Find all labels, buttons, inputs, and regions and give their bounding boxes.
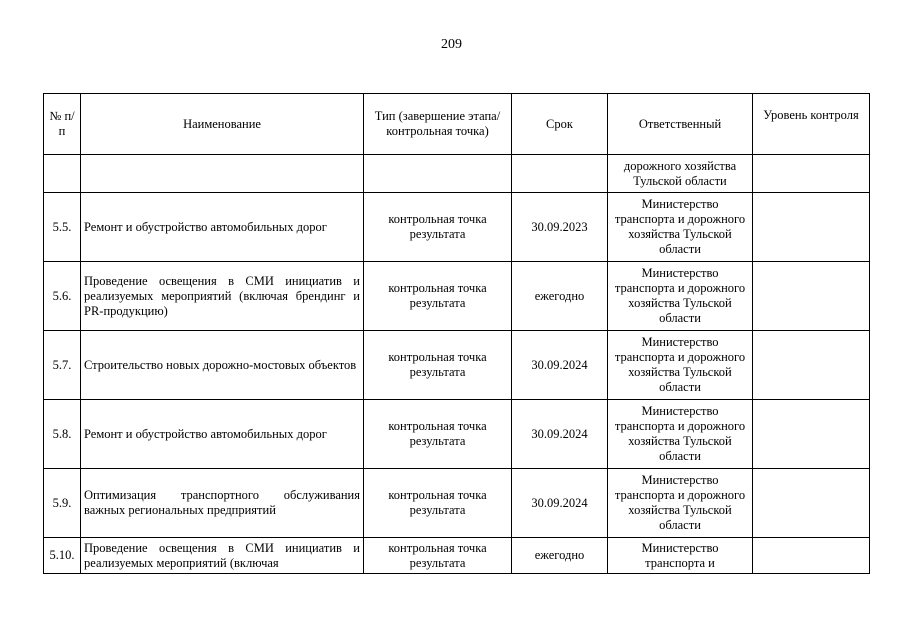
cell-name: Проведение освещения в СМИ инициатив и реализуемых мероприятий (включая xyxy=(81,538,364,574)
table-row xyxy=(44,262,870,331)
cell-level xyxy=(753,331,870,400)
cell-type: контрольная точка результата xyxy=(364,469,512,538)
cell-level xyxy=(753,193,870,262)
cell-name: Ремонт и обустройство автомобильных дорог xyxy=(81,400,364,469)
table-row xyxy=(44,331,870,400)
cell-name: Строительство новых дорожно-мостовых объектов xyxy=(81,331,364,400)
cell-term xyxy=(512,155,608,193)
cell-responsible: Министерство транспорта и дорожного хозяйства Тульской области xyxy=(608,331,753,400)
cell-name xyxy=(81,155,364,193)
header-responsible: Ответственный xyxy=(608,94,753,155)
cell-num: 5.6. xyxy=(44,262,81,331)
cell-type: контрольная точка результата xyxy=(364,262,512,331)
cell-num: 5.9. xyxy=(44,469,81,538)
header-level: Уровень контроля xyxy=(753,94,870,155)
cell-term: 30.09.2023 xyxy=(512,193,608,262)
cell-level xyxy=(753,538,870,574)
cell-name: Проведение освещения в СМИ инициатив и реализуемых мероприятий (включая брендинг и PR-продукцию) xyxy=(81,262,364,331)
cell-type: контрольная точка результата xyxy=(364,400,512,469)
cell-responsible: Министерство транспорта и дорожного хозяйства Тульской области xyxy=(608,262,753,331)
table-header-row xyxy=(44,94,870,155)
cell-num: 5.10. xyxy=(44,538,81,574)
cell-responsible: Министерство транспорта и дорожного хозяйства Тульской области xyxy=(608,400,753,469)
cell-term: ежегодно xyxy=(512,538,608,574)
cell-term: 30.09.2024 xyxy=(512,469,608,538)
header-type: Тип (завершение этапа/контрольная точка) xyxy=(364,94,512,155)
cell-type xyxy=(364,155,512,193)
cell-responsible: Министерство транспорта и дорожного хозяйства Тульской области xyxy=(608,193,753,262)
header-term: Срок xyxy=(512,94,608,155)
cell-type: контрольная точка результата xyxy=(364,193,512,262)
cell-level xyxy=(753,400,870,469)
header-name: Наименование xyxy=(81,94,364,155)
cell-term: ежегодно xyxy=(512,262,608,331)
cell-level xyxy=(753,155,870,193)
cell-num: 5.7. xyxy=(44,331,81,400)
cell-responsible: дорожного хозяйства Тульской области xyxy=(608,155,753,193)
header-num: № п/п xyxy=(44,94,81,155)
table-row xyxy=(44,538,870,574)
table-row-continuation xyxy=(44,155,870,193)
cell-type: контрольная точка результата xyxy=(364,331,512,400)
cell-name: Ремонт и обустройство автомобильных дорог xyxy=(81,193,364,262)
cell-num: 5.5. xyxy=(44,193,81,262)
cell-responsible: Министерство транспорта и xyxy=(608,538,753,574)
cell-name: Оптимизация транспортного обслуживания важных региональных предприятий xyxy=(81,469,364,538)
table-row xyxy=(44,469,870,538)
cell-term: 30.09.2024 xyxy=(512,331,608,400)
cell-responsible: Министерство транспорта и дорожного хозяйства Тульской области xyxy=(608,469,753,538)
page-number: 209 xyxy=(441,37,462,52)
cell-num: 5.8. xyxy=(44,400,81,469)
cell-level xyxy=(753,469,870,538)
table-row xyxy=(44,193,870,262)
cell-term: 30.09.2024 xyxy=(512,400,608,469)
cell-level xyxy=(753,262,870,331)
cell-type: контрольная точка результата xyxy=(364,538,512,574)
cell-num xyxy=(44,155,81,193)
plan-table xyxy=(43,93,870,574)
table-row xyxy=(44,400,870,469)
